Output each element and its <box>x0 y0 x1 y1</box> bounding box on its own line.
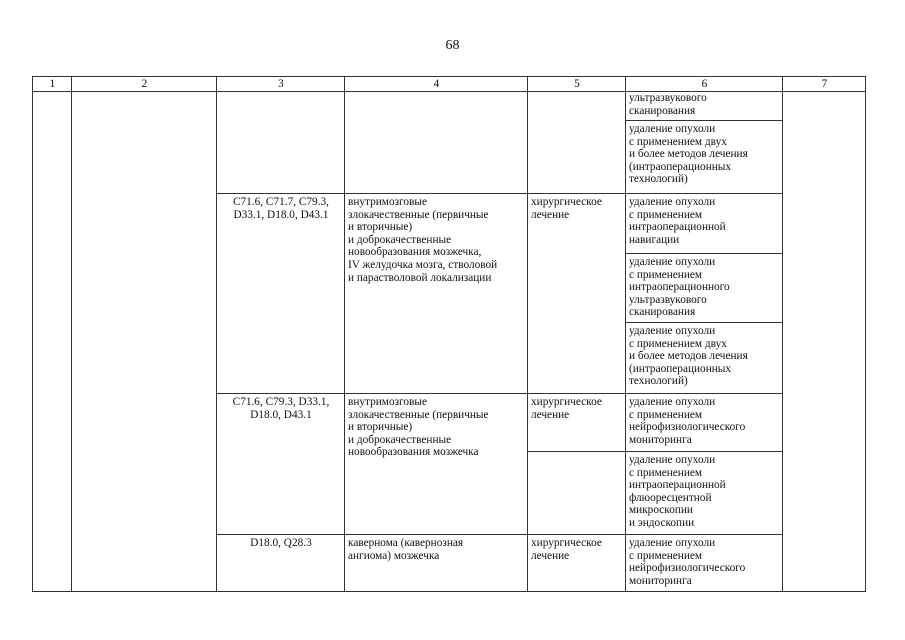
method-cell: удаление опухоли с применением двух и более методов лечения (интраоперационных технологий) <box>625 322 783 394</box>
diagnosis-cell: внутримозговые злокачественные (первичные и вторичные) и доброкачественные новообразования мозжечка <box>344 393 528 535</box>
header-col-4: 4 <box>344 76 528 92</box>
method-cell: удаление опухоли с применением нейрофизиологического мониторинга <box>625 393 783 452</box>
treatment-cell: хирургическое лечение <box>527 393 626 452</box>
method-cell: ультразвукового сканирования <box>625 91 783 121</box>
treatment-cell <box>527 91 626 194</box>
codes-cell: C71.6, C79.3, D33.1, D18.0, D43.1 <box>216 393 345 535</box>
diagnosis-cell <box>344 91 528 194</box>
method-cell: удаление опухоли с применением интраоперационной флюоресцентной микроскопии и эндоскопии <box>625 451 783 535</box>
col-1-cell <box>32 91 72 592</box>
header-col-2: 2 <box>71 76 217 92</box>
treatment-cell: хирургическое лечение <box>527 534 626 592</box>
header-col-1: 1 <box>32 76 72 92</box>
codes-cell: D18.0, Q28.3 <box>216 534 345 592</box>
method-cell: удаление опухоли с применением интраоперационной навигации <box>625 193 783 254</box>
header-col-5: 5 <box>527 76 626 92</box>
method-cell: удаление опухоли с применением интраоперационного ультразвукового сканирования <box>625 253 783 323</box>
method-cell: удаление опухоли с применением нейрофизиологического мониторинга <box>625 534 783 592</box>
diagnosis-cell: кавернома (кавернозная ангиома) мозжечка <box>344 534 528 592</box>
header-col-6: 6 <box>625 76 783 92</box>
treatment-cell-empty <box>527 451 626 535</box>
header-col-3: 3 <box>216 76 345 92</box>
codes-cell <box>216 91 345 194</box>
method-cell: удаление опухоли с применением двух и более методов лечения (интраоперационных технологий) <box>625 120 783 194</box>
col-2-cell <box>71 91 217 592</box>
header-col-7: 7 <box>782 76 866 92</box>
col-7-cell <box>782 91 866 592</box>
diagnosis-cell: внутримозговые злокачественные (первичные и вторичные) и доброкачественные новообразования мозжечка, IV желудочка мозга, стволовой и парастволовой локализации <box>344 193 528 394</box>
treatment-cell: хирургическое лечение <box>527 193 626 394</box>
codes-cell: C71.6, C71.7, C79.3, D33.1, D18.0, D43.1 <box>216 193 345 394</box>
page-number: 68 <box>445 38 460 53</box>
